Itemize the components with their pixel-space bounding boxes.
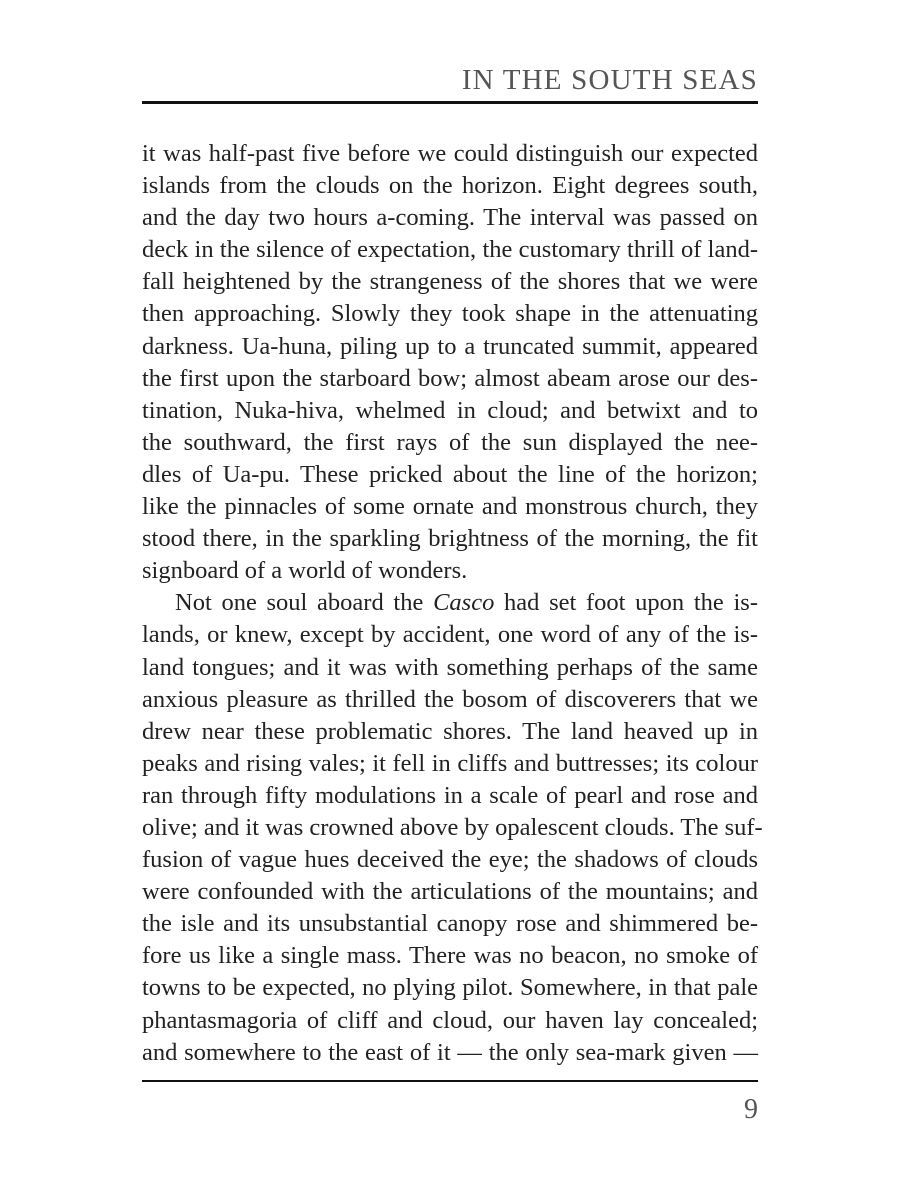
text-line: signboard of a world of wonders. — [142, 557, 468, 585]
text-line: like the pinnacles of some ornate and monstrous church, they — [142, 493, 758, 521]
text-line: deck in the silence of expectation, the customary thrill of land- — [142, 236, 758, 264]
text-line: it was half-past five before we could distinguish our expected — [142, 140, 758, 167]
text-line: and somewhere to the east of it — the only sea-mark given — — [142, 1038, 758, 1066]
running-head-title: IN THE SOUTH SEAS — [461, 64, 758, 96]
text-line: anxious pleasure as thrilled the bosom of discoverers that we — [142, 685, 758, 713]
text-line: fusion of vague hues deceived the eye; the shadows of clouds — [142, 846, 758, 874]
text-line: ran through fifty modulations in a scale of pearl and rose and — [142, 781, 758, 809]
footer-rule — [142, 1080, 758, 1082]
text-line: fall heightened by the strangeness of the shores that we were — [142, 268, 758, 296]
text-line: darkness. Ua-huna, piling up to a truncated summit, appeared — [142, 332, 758, 360]
text-line: the first upon the starboard bow; almost abeam arose our des- — [142, 364, 758, 392]
header-rule — [142, 101, 758, 104]
text-line: peaks and rising vales; it fell in cliffs and buttresses; its colour — [142, 749, 758, 777]
text-line: land tongues; and it was with something perhaps of the same — [142, 653, 758, 681]
text-line: stood there, in the sparkling brightness of the morning, the fit — [142, 525, 758, 553]
text-line: then approaching. Slowly they took shape in the attenuating — [142, 300, 758, 328]
body-text — [142, 138, 763, 1069]
text-line: lands, or knew, except by accident, one word of any of the is- — [142, 621, 758, 649]
text-line: towns to be expected, no plying pilot. Somewhere, in that pale — [142, 974, 758, 1002]
text-line: drew near these problematic shores. The land heaved up in — [142, 717, 758, 745]
page-number: 9 — [744, 1094, 758, 1125]
text-run: Not one soul aboard the — [175, 589, 434, 617]
text-line: islands from the clouds on the horizon. Eight degrees south, — [142, 172, 758, 200]
ship-name-italic: Casco — [433, 589, 495, 617]
text-line: the southward, the first rays of the sun displayed the nee- — [142, 428, 758, 456]
text-line: were confounded with the articulations of the mountains; and — [142, 878, 758, 906]
text-line: fore us like a single mass. There was no beacon, no smoke of — [142, 942, 758, 970]
text-run: had set foot upon the is- — [494, 589, 758, 617]
text-line: olive; and it was crowned above by opalescent clouds. The suf- — [142, 813, 763, 841]
paragraph-1 — [142, 138, 758, 587]
text-line: dles of Ua-pu. These pricked about the line of the horizon; — [142, 460, 758, 488]
text-line: the isle and its unsubstantial canopy rose and shimmered be- — [142, 910, 758, 938]
paragraph-2 — [142, 587, 763, 1068]
text-line: tination, Nuka-hiva, whelmed in cloud; and betwixt and to — [142, 396, 758, 424]
text-line: phantasmagoria of cliff and cloud, our haven lay concealed; — [142, 1006, 758, 1034]
text-line-first — [142, 587, 758, 619]
text-line: and the day two hours a-coming. The interval was passed on — [142, 204, 758, 232]
